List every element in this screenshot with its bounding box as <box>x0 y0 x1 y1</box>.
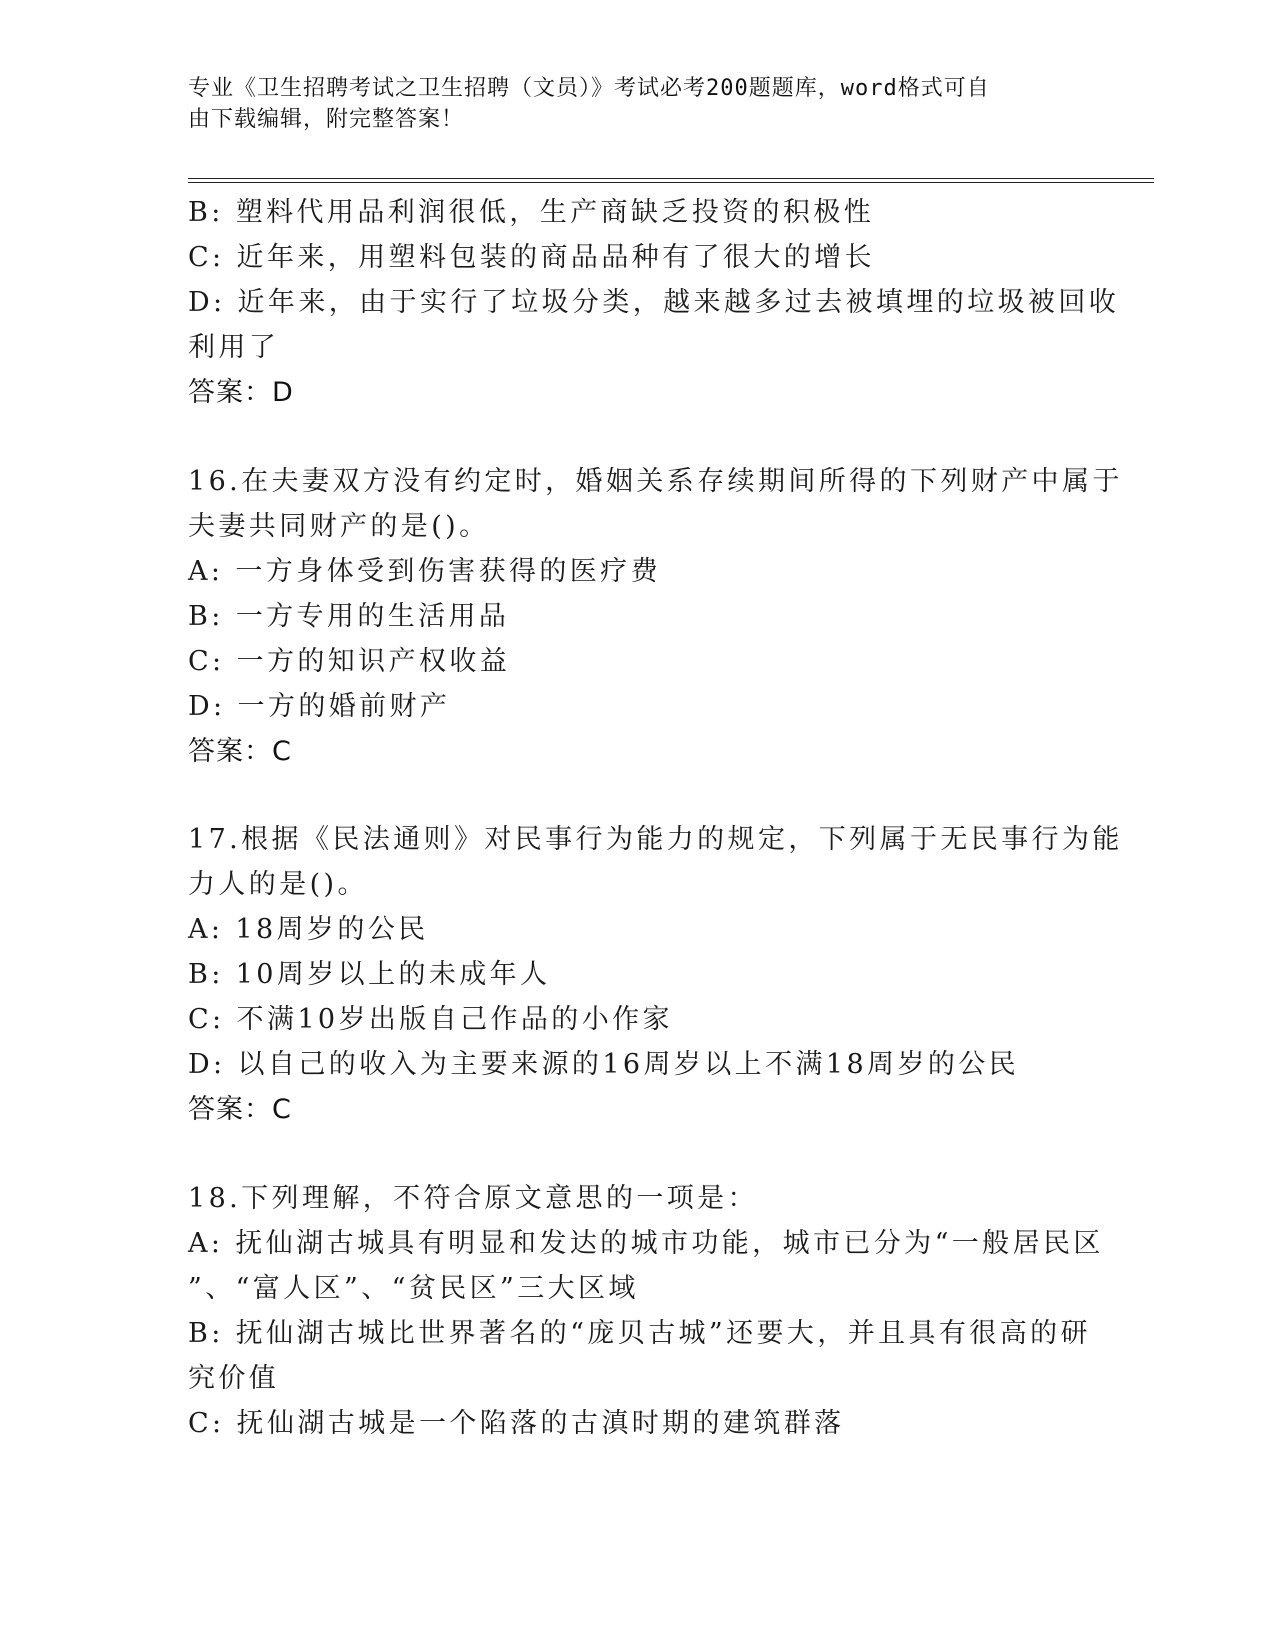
q18-stem: 18.下列理解，不符合原文意思的一项是： <box>188 1183 758 1214</box>
header-divider-bottom <box>188 182 1154 183</box>
q16-option-d: D: 一方的婚前财产 <box>188 691 451 722</box>
q17-option-a: A: 18周岁的公民 <box>188 914 429 945</box>
q15-option-d-cont: 利用了 <box>188 332 280 363</box>
q18-option-b-cont: 究价值 <box>188 1363 280 1394</box>
q16-option-a: A: 一方身体受到伤害获得的医疗费 <box>188 556 661 587</box>
header-line-2: 由下载编辑，附完整答案！ <box>188 107 465 132</box>
q15-option-d: D: 近年来，由于实行了垃圾分类，越来越多过去被填埋的垃圾被回收 <box>188 287 1120 318</box>
q17-stem-cont: 力人的是()。 <box>188 869 368 900</box>
q18-option-b: B: 抚仙湖古城比世界著名的“庞贝古城”还要大，并且具有很高的研 <box>188 1318 1091 1349</box>
q18-option-c: C: 抚仙湖古城是一个陷落的古滇时期的建筑群落 <box>188 1408 845 1439</box>
q18-option-a-cont: ”、“富人区”、“贫民区”三大区域 <box>188 1273 639 1304</box>
header-divider-top <box>188 178 1154 179</box>
q17-option-c: C: 不满10岁出版自己作品的小作家 <box>188 1004 673 1035</box>
q18-option-a: A: 抚仙湖古城具有明显和发达的城市功能，城市已分为“一般居民区 <box>188 1228 1104 1259</box>
q16-stem-cont: 夫妻共同财产的是()。 <box>188 511 490 542</box>
q16-answer: 答案：C <box>188 736 292 767</box>
q16-option-b: B: 一方专用的生活用品 <box>188 601 510 632</box>
q16-option-c: C: 一方的知识产权收益 <box>188 646 511 677</box>
q17-stem: 17.根据《民法通则》对民事行为能力的规定，下列属于无民事行为能 <box>188 824 1123 855</box>
q16-stem: 16.在夫妻双方没有约定时，婚姻关系存续期间所得的下列财产中属于 <box>188 466 1123 497</box>
q15-answer: 答案：D <box>188 377 294 408</box>
header-line-1: 专业《卫生招聘考试之卫生招聘（文员）》考试必考200题题库，word格式可自 <box>188 76 990 101</box>
q17-option-d: D: 以自己的收入为主要来源的16周岁以上不满18周岁的公民 <box>188 1049 1020 1080</box>
q17-answer: 答案：C <box>188 1094 292 1125</box>
document-header <box>188 73 1088 135</box>
q17-option-b: B: 10周岁以上的未成年人 <box>188 959 551 990</box>
q15-option-c: C: 近年来，用塑料包装的商品品种有了很大的增长 <box>188 242 875 273</box>
q15-option-b: B: 塑料代用品利润很低，生产商缺乏投资的积极性 <box>188 197 875 228</box>
